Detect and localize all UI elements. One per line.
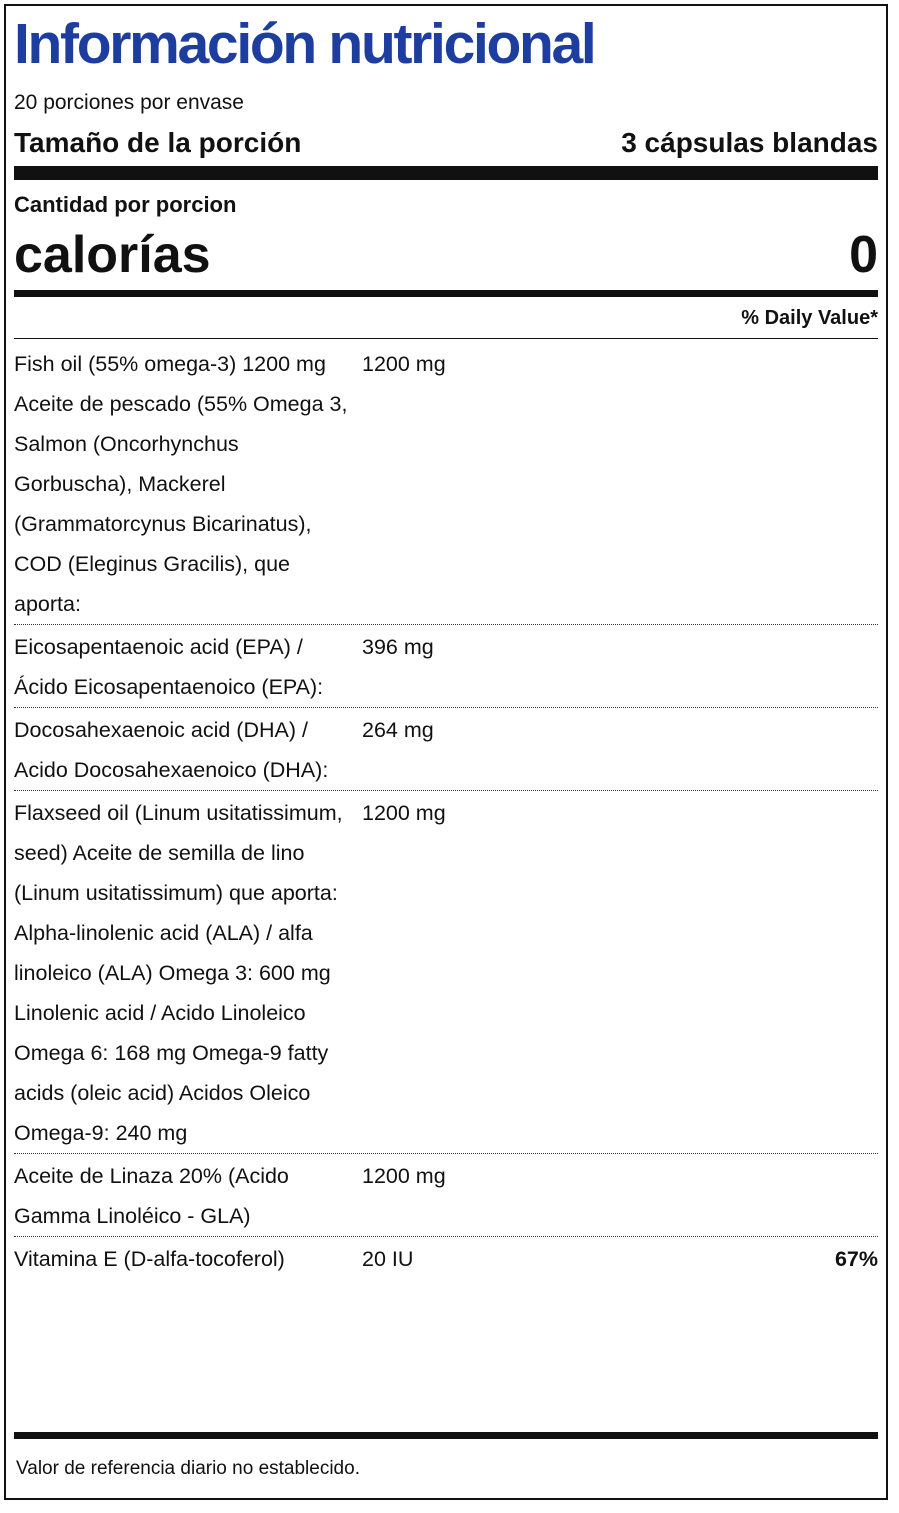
nutrient-row xyxy=(14,1154,878,1237)
bottom-divider xyxy=(14,1432,878,1439)
nutrient-amount: 264 mg xyxy=(362,718,434,742)
nutrient-name: Eicosapentaenoic acid (EPA) / Ácido Eicosapentaenoico (EPA): xyxy=(14,635,324,699)
nutrient-name: Fish oil (55% omega-3) 1200 mg Aceite de pescado (55% Omega 3, Salmon (Oncorhynchus Gorbuscha), Mackerel (Grammatorcynus Bicarinatus), COD (Eleginus Gracilis), que aporta: xyxy=(14,352,348,616)
servings-per-container: 20 porciones por envase xyxy=(14,91,244,114)
thin-divider xyxy=(14,338,878,339)
nutrient-name: Aceite de Linaza 20% (Acido Gamma Linoléico - GLA) xyxy=(14,1164,289,1228)
serving-size-value: 3 cápsulas blandas xyxy=(621,127,878,158)
nutrient-row xyxy=(14,791,878,1154)
nutrient-name: Vitamina E (D-alfa-tocoferol) xyxy=(14,1247,285,1271)
nutrition-facts-panel xyxy=(4,4,888,1500)
calories-label: calorías xyxy=(14,226,211,284)
nutrient-row xyxy=(14,625,878,708)
nutrient-amount: 1200 mg xyxy=(362,801,446,825)
nutrient-amount: 1200 mg xyxy=(362,1164,446,1188)
nutrient-daily-value xyxy=(662,625,878,627)
page-title: Información nutricional xyxy=(14,12,595,76)
nutrient-name: Docosahexaenoic acid (DHA) / Acido Docosahexaenoico (DHA): xyxy=(14,718,329,782)
nutrient-name: Flaxseed oil (Linum usitatissimum, seed) Aceite de semilla de lino (Linum usitatissimum) que aporta: Alpha-linolenic acid (ALA) / alfa linoleico (ALA) Omega 3: 600 mg Linolenic acid / Acido Linoleico Omega 6: 168 mg Omega-9 fatty acids (oleic acid) Acidos Oleico Omega-9: 240 mg xyxy=(14,801,343,1145)
serving-size-row xyxy=(14,126,878,160)
nutrient-daily-value: 67% xyxy=(834,1247,878,1271)
thick-divider xyxy=(14,166,878,180)
nutrient-daily-value xyxy=(662,342,878,344)
footnote: Valor de referencia diario no establecido. xyxy=(16,1458,360,1479)
nutrient-daily-value xyxy=(662,708,878,710)
nutrient-table xyxy=(14,342,878,1279)
nutrient-row xyxy=(14,1237,878,1279)
nutrient-daily-value xyxy=(662,791,878,793)
calories-value: 0 xyxy=(849,226,878,284)
medium-divider xyxy=(14,290,878,297)
nutrient-row xyxy=(14,708,878,791)
calories-row xyxy=(14,224,878,286)
amount-per-serving-label: Cantidad por porcion xyxy=(14,192,237,217)
nutrient-row xyxy=(14,342,878,625)
serving-size-label: Tamaño de la porción xyxy=(14,127,302,158)
nutrient-amount: 1200 mg xyxy=(362,352,446,376)
nutrient-amount: 396 mg xyxy=(362,635,434,659)
daily-value-header: % Daily Value* xyxy=(741,307,878,329)
nutrient-amount: 20 IU xyxy=(362,1247,414,1271)
nutrient-daily-value xyxy=(662,1154,878,1156)
